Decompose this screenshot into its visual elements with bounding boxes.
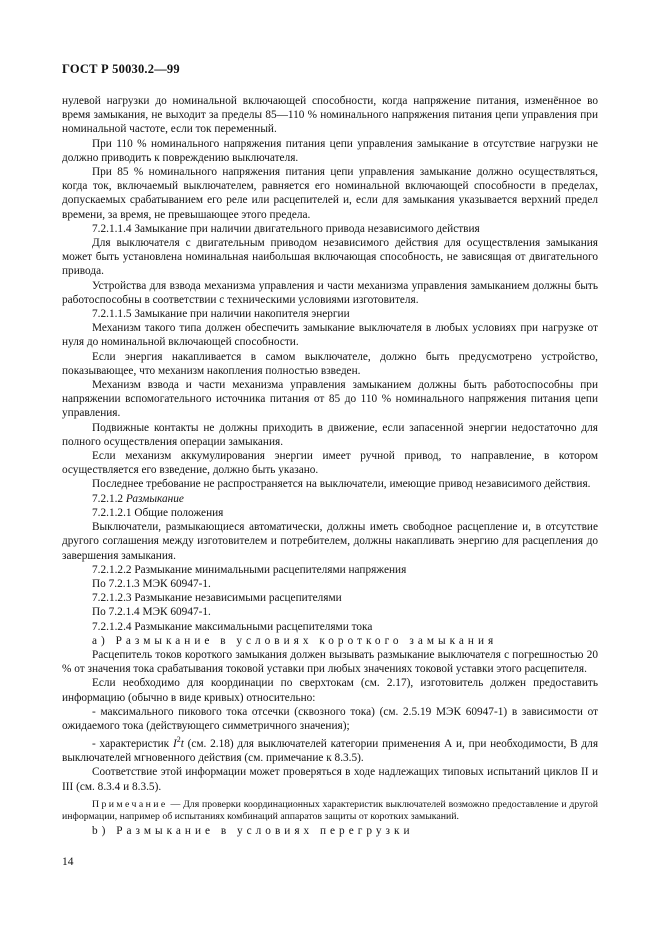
section-heading: 7.2.1.2.4 Размыкание максимальными расцепителями тока [92,620,373,633]
paragraph: По 7.2.1.4 МЭК 60947-1. [92,606,211,619]
paragraph: Для выключателя с двигательным приводом независимого действия для осуществления замыкания может быть установлена номинальная наибольшая включающая способность, не зависящая от двигательного привода. [62,237,598,278]
list-item: - максимального пикового тока отсечки (сквозного тока) (см. 2.5.19 МЭК 60947-1) в зависимости от ожидаемого тока (действующего симметричного значения); [62,705,598,732]
page-number: 14 [62,856,74,868]
paragraph: Если энергия накапливается в самом выключателе, должно быть предусмотрено устройство, показывающее, что механизм накопления полностью взведен. [62,350,598,377]
list-item: - характеристик $I^2t$ (см. 2.18) для выключателей категории применения А и, при необходимости, В для выключателей мгновенного действия (см. примечание к 8.3.5). [62,735,599,765]
paragraph: При 85 % номинального напряжения питания цепи управления замыкание должно осуществляться, когда ток, включаемый выключателем, равняется его номинальной включающей способности в пределах, допускаемых срабатыванием его реле или расцепителей и, если для замыкания указывается верхний предел времени, за время, не превышающее этого предела. [62,166,598,221]
section-heading: 7.2.1.2.2 Размыкание минимальными расцепителями напряжения [92,563,407,576]
paragraph: Последнее требование не распространяется на выключатели, имеющие привод независимого действия. [92,478,591,491]
paragraph: Расцепитель токов короткого замыкания должен вызывать размыкание выключателя с погрешностью 20 % от значения тока срабатывания токовой уставки при любых значениях токовой уставки этого расцепителя. [62,648,598,676]
paragraph: Механизм взвода и части механизма управления замыканием должны быть работоспособны при напряжении вспомогательного источника питания от 85 до 110 % номинального напряжения питания цепи управления. [62,379,598,420]
note-text: — Для проверки координационных характеристик выключателей возможно предоставление и другой информации, например об испытаниях комбинаций аппаратов защиты от коротких замыканий. [62,798,598,823]
paragraph: Если механизм аккумулирования энергии имеет ручной привод, то направление, в котором осуществляется его взведение, должно быть указано. [62,450,598,477]
note-label: Примечание [92,798,168,810]
paragraph: Подвижные контакты не должны приходить в движение, если запасенной энергии недостаточно для полного осуществления операции замыкания. [62,421,598,448]
section-number: 7.2.1.2 [92,492,124,505]
section-heading: 7.2.1.2.1 Общие положения [92,506,224,519]
paragraph: По 7.2.1.3 МЭК 60947-1. [92,577,211,590]
paragraph: При 110 % номинального напряжения питания цепи управления замыкание в отсутствие нагрузки не должно приводить к повреждению выключателя. [62,137,598,164]
paragraph: Соответствие этой информации может проверяться в ходе надлежащих типовых испытаний циклов II и III (см. 8.3.4 и 8.3.5). [62,766,598,793]
section-title: Размыкание [125,492,184,505]
section-heading: 7.2.1.2.3 Размыкание независимыми расцепителями [92,592,342,605]
paragraph: Если необходимо для координации по сверхтокам (см. 2.17), изготовитель должен предоставить информацию (обычно в виде кривых) относительно: [62,677,598,704]
standard-header: ГОСТ Р 50030.2—99 [62,62,180,76]
paragraph: Выключатели, размыкающиеся автоматически, должны иметь свободное расцепление и, в отсутствие другого соглашения между изготовителем и потребителем, должны накапливать энергию для расцепления до завершения замыкания. [62,521,598,562]
section-heading: 7.2.1.1.5 Замыкание при наличии накопителя энергии [92,308,350,321]
section-heading [62,492,598,506]
note [62,799,598,824]
subsection-heading: b) Размыкание в условиях перегрузки [92,824,414,837]
paragraph: нулевой нагрузки до номинальной включающей способности, когда напряжение питания, изменённое во время замыкания, не выходит за пределы 85—110 % номинального напряжения питания цепи управления при номинальной частоте, если ток переменный. [62,95,598,136]
paragraph: Устройства для взвода механизма управления и части механизма управления замыканием должны быть работоспособны в соответствии с техническими условиями изготовителя. [62,279,598,306]
section-heading: 7.2.1.1.4 Замыкание при наличии двигательного привода независимого действия [92,222,480,235]
document-body [62,94,598,838]
subsection-heading: а) Размыкание в условиях короткого замыкания [92,634,498,647]
paragraph: Механизм такого типа должен обеспечить замыкание выключателя в любых условиях при нагрузке от нуля до номинальной включающей способности. [62,322,598,349]
